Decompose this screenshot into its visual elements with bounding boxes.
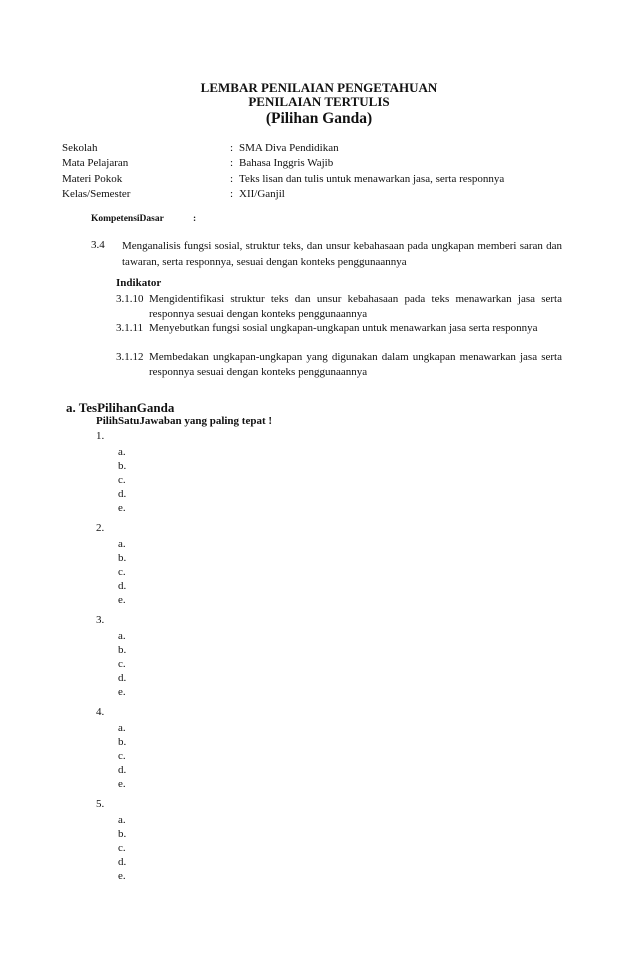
answer-option: a. (118, 630, 126, 642)
indikator-text: Membedakan ungkapan-ungkapan yang digunakan dalam ungkapan menawarkan jasa serta responnya sesuai dengan konteks penggunaannya (149, 351, 562, 378)
indikator-number: 3.1.11 (116, 322, 144, 334)
identity-colon: : (230, 187, 234, 200)
kompetensi-number: 3.4 (91, 239, 105, 251)
answer-option: d. (118, 764, 127, 776)
identity-value: Teks lisan dan tulis untuk menawarkan jasa, serta responnya (239, 172, 505, 185)
kompetensi-text: Menganalisis fungsi sosial, struktur teks, dan unsur kebahasaan pada ungkapan memberi saran dan tawaran, serta responnya, sesuai dengan konteks penggunaannya (122, 240, 562, 268)
question-number: 2. (96, 522, 105, 534)
indikator-number: 3.1.12 (116, 351, 144, 363)
indikator-item (116, 350, 562, 379)
identity-row (62, 157, 582, 172)
identity-label: Materi Pokok (62, 172, 123, 185)
document-title: LEMBAR PENILAIAN PENGETAHUAN (200, 80, 438, 95)
answer-option: a. (118, 814, 126, 826)
identity-value: XII/Ganjil (239, 187, 285, 200)
section-title: a. TesPilihanGanda (66, 400, 175, 415)
answer-option: d. (118, 580, 127, 592)
answer-option: b. (118, 644, 127, 656)
answer-option: e. (118, 686, 126, 698)
identity-row (62, 173, 582, 188)
question-number: 3. (96, 614, 105, 626)
indikator-heading: Indikator (116, 277, 162, 289)
answer-option: b. (118, 736, 127, 748)
answer-option: c. (118, 750, 126, 762)
answer-option: e. (118, 870, 126, 882)
document-type-title: (Pilihan Ganda) (265, 110, 373, 127)
identity-row (62, 142, 582, 157)
question-number: 1. (96, 430, 105, 442)
indikator-number: 3.1.10 (116, 293, 144, 305)
answer-option: c. (118, 474, 126, 486)
identity-value: Bahasa Inggris Wajib (239, 157, 334, 170)
kompetensi-label: KompetensiDasar (91, 214, 164, 224)
identity-label: Mata Pelajaran (62, 157, 129, 170)
answer-option: e. (118, 594, 126, 606)
question-number: 4. (96, 706, 105, 718)
indikator-text: Menyebutkan fungsi sosial ungkapan-ungkapan untuk menawarkan jasa serta responnya (149, 322, 538, 334)
indikator-item (116, 321, 562, 336)
indikator-item (116, 292, 562, 321)
answer-option: e. (118, 778, 126, 790)
identity-colon: : (230, 172, 234, 185)
answer-option: c. (118, 566, 126, 578)
section-instruction: PilihSatuJawaban yang paling tepat ! (96, 415, 273, 427)
answer-option: d. (118, 672, 127, 684)
answer-option: a. (118, 538, 126, 550)
identity-label: Sekolah (62, 142, 98, 154)
answer-option: a. (118, 722, 126, 734)
answer-option: b. (118, 460, 127, 472)
answer-option: d. (118, 488, 127, 500)
answer-option: c. (118, 842, 126, 854)
identity-value: SMA Diva Pendidikan (239, 142, 339, 154)
answer-option: a. (118, 446, 126, 458)
identity-colon: : (230, 142, 234, 154)
answer-option: b. (118, 552, 127, 564)
answer-option: c. (118, 658, 126, 670)
identity-label: Kelas/Semester (62, 187, 131, 200)
kompetensi-colon: : (193, 214, 197, 224)
identity-table (62, 142, 582, 203)
indikator-text: Mengidentifikasi struktur teks dan unsur kebahasaan pada teks menawarkan jasa serta responnya sesuai dengan konteks penggunaannya (149, 293, 562, 320)
answer-option: d. (118, 856, 127, 868)
answer-option: e. (118, 502, 126, 514)
question-number: 5. (96, 798, 105, 810)
answer-option: b. (118, 828, 127, 840)
identity-colon: : (230, 157, 234, 170)
document-subtitle: PENILAIAN TERTULIS (248, 94, 390, 109)
identity-row (62, 188, 582, 203)
